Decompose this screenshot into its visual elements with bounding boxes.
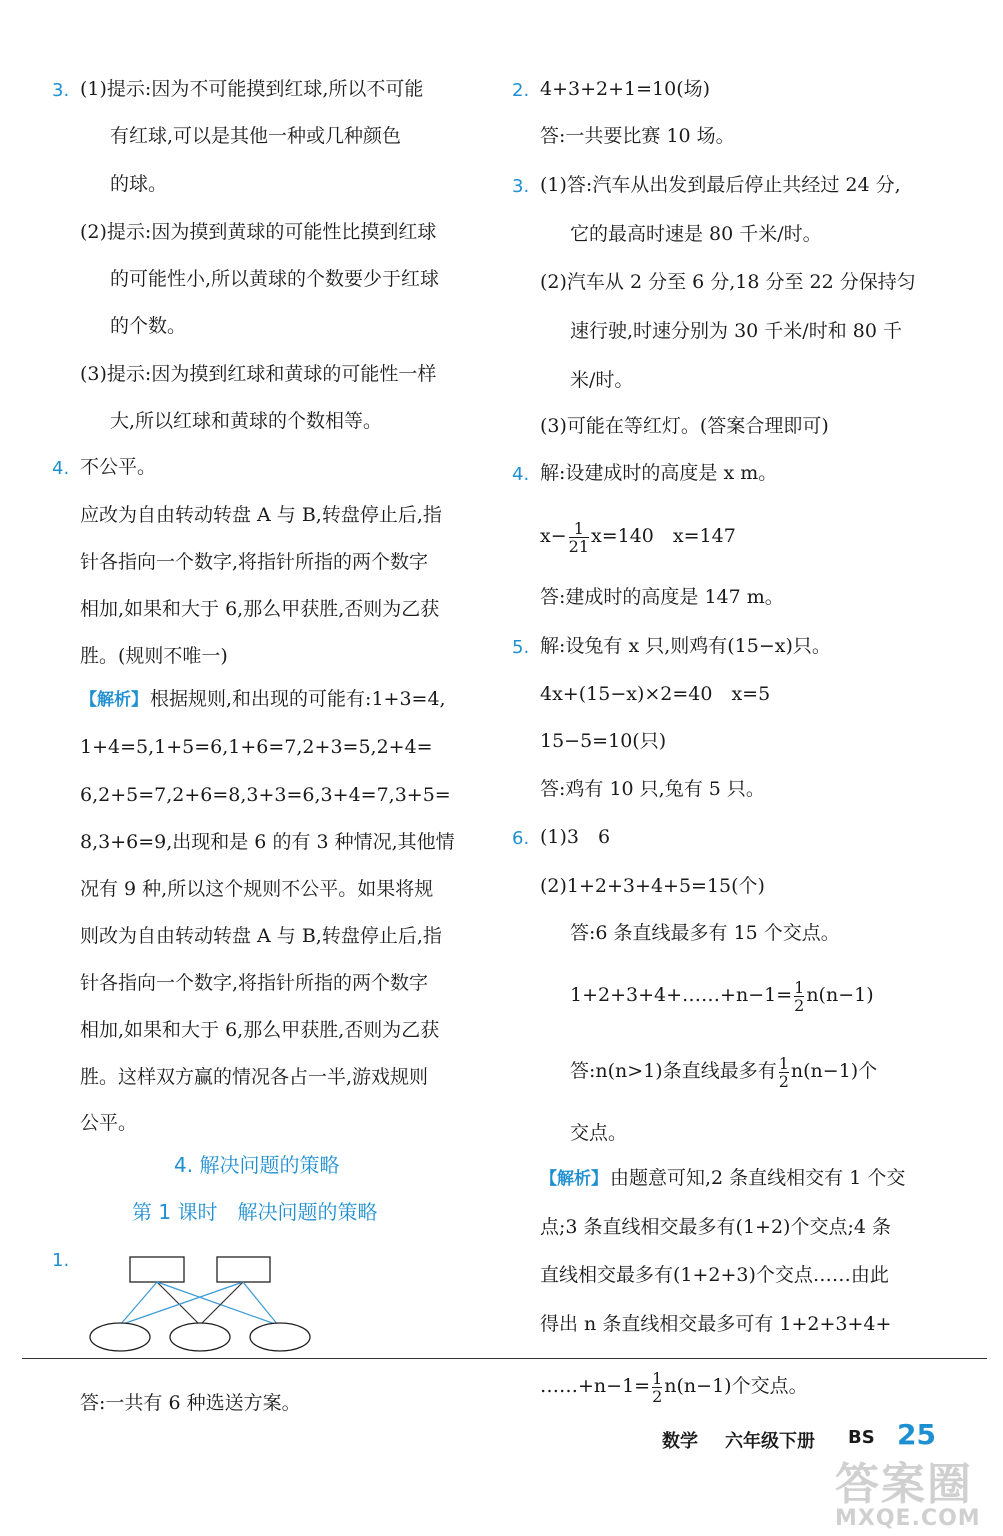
text-line: (1)3 6 bbox=[540, 826, 611, 848]
divider bbox=[22, 1358, 987, 1359]
box-left bbox=[130, 1257, 184, 1282]
text-line: 公平。 bbox=[80, 1112, 138, 1134]
equation-part: 1+2+3+4+……+n−1= bbox=[570, 984, 793, 1006]
question-number: 3. bbox=[52, 80, 70, 101]
text-line: (2)提示:因为摸到黄球的可能性比摸到红球 bbox=[80, 221, 437, 243]
fraction-numerator: 1 bbox=[652, 1368, 663, 1388]
text-line: 6,2+5=7,2+6=8,3+3=6,3+4=7,3+5= bbox=[80, 784, 451, 806]
question-number: 5. bbox=[512, 637, 530, 658]
oval bbox=[250, 1323, 310, 1351]
fraction-numerator: 1 bbox=[794, 977, 805, 997]
answer-line: 答:一共有 6 种选送方案。 bbox=[80, 1392, 301, 1414]
text-line: 4+3+2+1=10(场) bbox=[540, 78, 711, 100]
text-line: 应改为自由转动转盘 A 与 B,转盘停止后,指 bbox=[80, 504, 442, 526]
text-line: 的可能性小,所以黄球的个数要少于红球 bbox=[110, 268, 440, 290]
text-line: (3)提示:因为摸到红球和黄球的可能性一样 bbox=[80, 363, 437, 385]
fraction-numerator: 1 bbox=[573, 518, 584, 538]
equation-part: n(n−1)个 bbox=[790, 1060, 878, 1082]
section-title: 4. 解决问题的策略 bbox=[174, 1153, 340, 1177]
text-line: 答:6 条直线最多有 15 个交点。 bbox=[570, 922, 840, 944]
fraction bbox=[652, 1370, 662, 1405]
line bbox=[157, 1282, 200, 1325]
text-line: (3)可能在等红灯。(答案合理即可) bbox=[540, 415, 829, 437]
analysis-tag: 【解析】 bbox=[80, 690, 148, 710]
text-line: 则改为自由转动转盘 A 与 B,转盘停止后,指 bbox=[80, 925, 442, 947]
watermark-url: MXQE.COM bbox=[835, 1506, 981, 1531]
watermark bbox=[835, 1448, 981, 1531]
question-number: 4. bbox=[512, 464, 530, 485]
question-number: 2. bbox=[512, 80, 530, 101]
text-line: 由题意可知,2 条直线相交有 1 个交 bbox=[610, 1167, 906, 1189]
text-line: 米/时。 bbox=[570, 369, 634, 391]
footer-grade: 六年级下册 bbox=[725, 1431, 815, 1452]
question-number: 4. bbox=[52, 458, 70, 479]
page-number: 25 bbox=[897, 1418, 936, 1451]
text-line: (2)汽车从 2 分至 6 分,18 分至 22 分保持匀 bbox=[540, 271, 916, 293]
text-line: 大,所以红球和黄球的个数相等。 bbox=[110, 410, 383, 432]
equation-part: x− bbox=[540, 525, 567, 547]
question-number: 6. bbox=[512, 828, 530, 849]
text-line: 速行驶,时速分别为 30 千米/时和 80 千 bbox=[570, 320, 902, 342]
equation bbox=[570, 975, 874, 1015]
text-line: 15−5=10(只) bbox=[540, 730, 667, 752]
text-line: 它的最高时速是 80 千米/时。 bbox=[570, 223, 822, 245]
lesson-title: 第 1 课时 解决问题的策略 bbox=[132, 1200, 378, 1224]
equation-part: n(n−1)个交点。 bbox=[664, 1375, 808, 1397]
fraction-denominator: 2 bbox=[778, 1071, 789, 1091]
equation-part: n(n−1) bbox=[806, 984, 874, 1006]
fraction-denominator: 2 bbox=[652, 1386, 663, 1406]
text-line: 不公平。 bbox=[80, 456, 157, 478]
text-line: (1)提示:因为不可能摸到红球,所以不可能 bbox=[80, 78, 424, 100]
selection-diagram bbox=[80, 1250, 320, 1356]
text-line: 况有 9 种,所以这个规则不公平。如果将规 bbox=[80, 878, 434, 900]
text-line: 的球。 bbox=[110, 173, 168, 195]
oval bbox=[170, 1323, 230, 1351]
box-right bbox=[217, 1257, 270, 1282]
text-line: 直线相交最多有(1+2+3)个交点……由此 bbox=[540, 1264, 889, 1286]
text-line: 答:一共要比赛 10 场。 bbox=[540, 125, 735, 147]
footer-subject: 数学 bbox=[662, 1431, 698, 1452]
question-number: 1. bbox=[52, 1250, 70, 1271]
text-line: 8,3+6=9,出现和是 6 的有 3 种情况,其他情 bbox=[80, 831, 455, 853]
equation bbox=[540, 516, 736, 556]
fraction-numerator: 1 bbox=[778, 1053, 789, 1073]
text-line: (2)1+2+3+4+5=15(个) bbox=[540, 875, 765, 897]
text-line: 答:建成时的高度是 147 m。 bbox=[540, 586, 784, 608]
text-line: 胜。(规则不唯一) bbox=[80, 645, 228, 667]
equation-part: 答:n(n>1)条直线最多有 bbox=[570, 1060, 777, 1082]
text-line: 相加,如果和大于 6,那么甲获胜,否则为乙获 bbox=[80, 598, 440, 620]
text-line: 针各指向一个数字,将指针所指的两个数字 bbox=[80, 551, 429, 573]
text-line: 相加,如果和大于 6,那么甲获胜,否则为乙获 bbox=[80, 1019, 440, 1041]
text-line: 针各指向一个数字,将指针所指的两个数字 bbox=[80, 972, 429, 994]
text-line: (1)答:汽车从出发到最后停止共经过 24 分, bbox=[540, 174, 901, 196]
text-line: 解:设建成时的高度是 x m。 bbox=[540, 462, 778, 484]
equation-part: ……+n−1= bbox=[540, 1375, 651, 1397]
text-line: 1+4=5,1+5=6,1+6=7,2+3=5,2+4= bbox=[80, 736, 433, 758]
fraction-denominator: 2 bbox=[794, 995, 805, 1015]
question-number: 3. bbox=[512, 176, 530, 197]
equation bbox=[570, 1051, 877, 1091]
text-line: 胜。这样双方赢的情况各占一半,游戏规则 bbox=[80, 1066, 429, 1088]
text-line: 根据规则,和出现的可能有:1+3=4, bbox=[150, 688, 446, 710]
text-line: 点;3 条直线相交最多有(1+2)个交点;4 条 bbox=[540, 1216, 891, 1238]
watermark-logo: 答案圈 bbox=[835, 1459, 973, 1510]
fraction bbox=[794, 979, 804, 1014]
text-line: 解:设兔有 x 只,则鸡有(15−x)只。 bbox=[540, 635, 831, 657]
oval bbox=[90, 1323, 150, 1351]
fraction bbox=[569, 520, 589, 555]
text-line: 有红球,可以是其他一种或几种颜色 bbox=[110, 125, 402, 147]
footer-edition: BS bbox=[848, 1427, 875, 1448]
text-line: 4x+(15−x)×2=40 x=5 bbox=[540, 683, 771, 705]
text-line: 答:鸡有 10 只,兔有 5 只。 bbox=[540, 778, 765, 800]
text-line: 得出 n 条直线相交最多可有 1+2+3+4+ bbox=[540, 1313, 892, 1335]
text-line: 的个数。 bbox=[110, 315, 187, 337]
text-line: 交点。 bbox=[570, 1122, 628, 1144]
equation-part: x=140 x=147 bbox=[591, 525, 736, 547]
analysis-tag: 【解析】 bbox=[540, 1169, 608, 1189]
line bbox=[200, 1282, 243, 1325]
equation bbox=[540, 1366, 808, 1406]
fraction-denominator: 21 bbox=[568, 536, 589, 556]
fraction bbox=[779, 1055, 789, 1090]
